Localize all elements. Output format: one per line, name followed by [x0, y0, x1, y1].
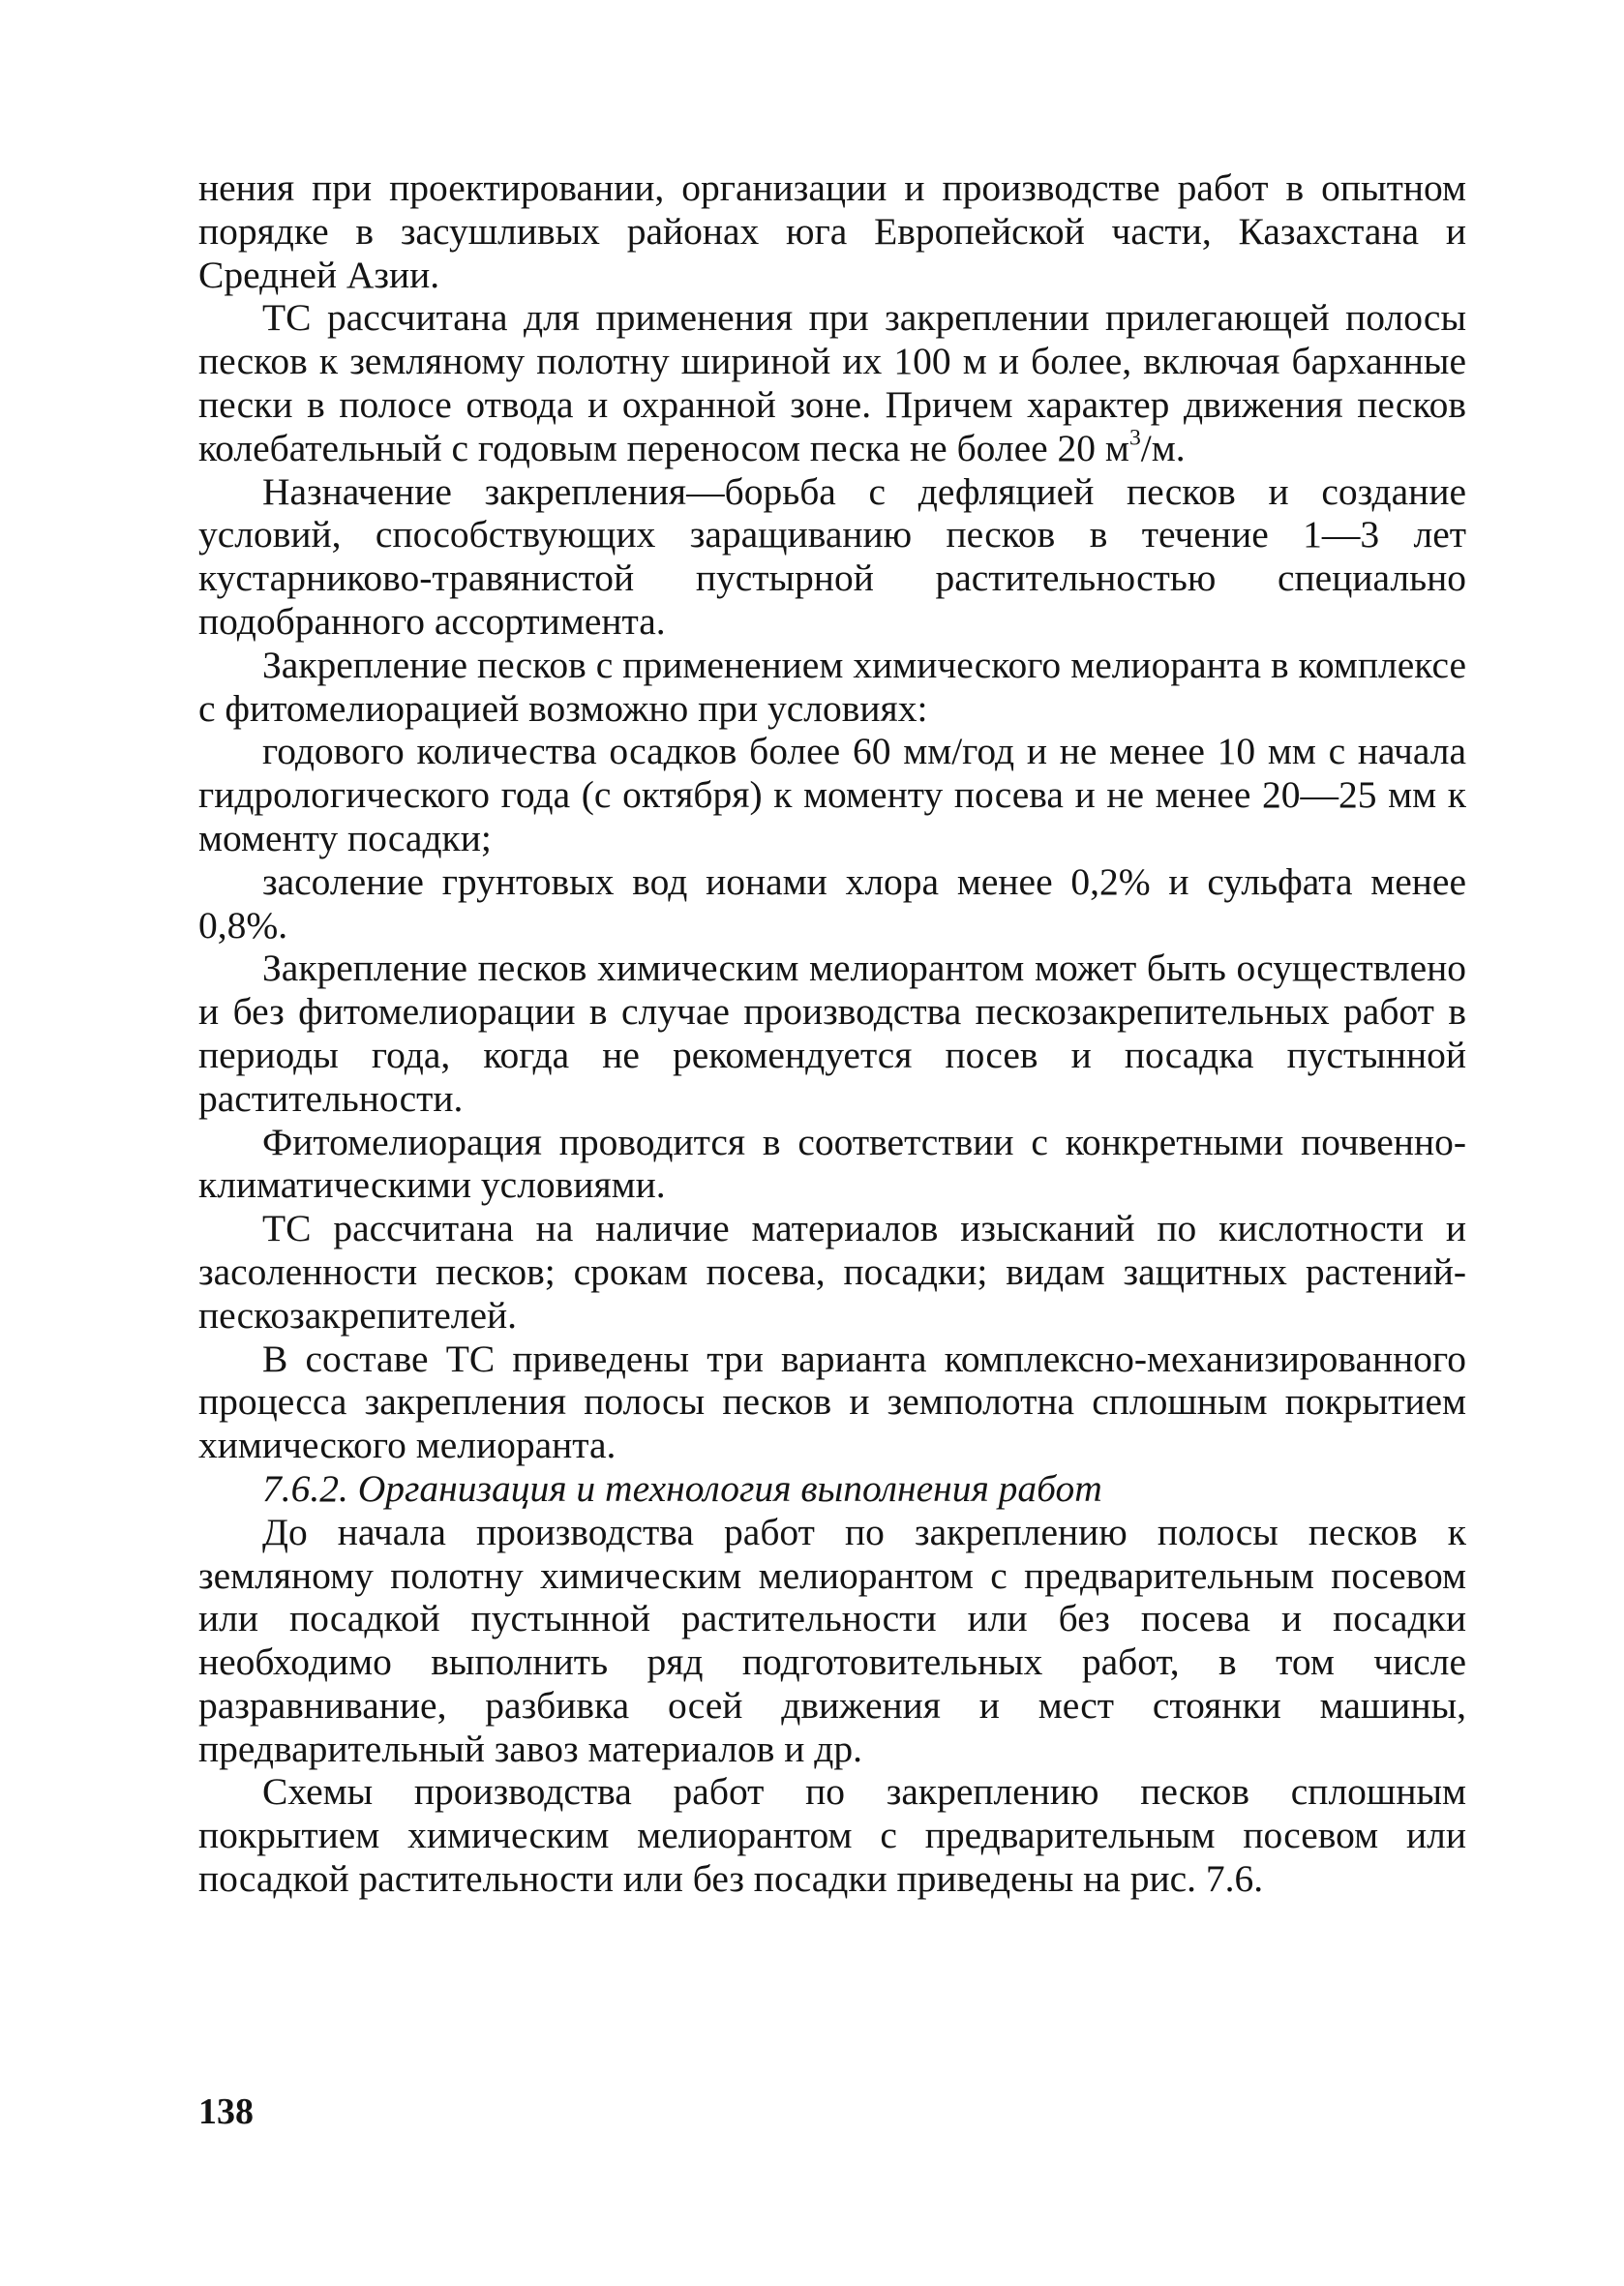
paragraph-phytomelioration: Фитомелиорация проводится в соответствии с конкретными почвенно-климатическими условиями.	[198, 1120, 1466, 1207]
paragraph-purpose: Назначение закрепления—борьба с дефляцией песков и создание условий, способствующих заращиванию песков в течение 1—3 лет кустарниково-травянистой пустырной растительностью специально подобранного ассортимента.	[198, 469, 1466, 643]
paragraph-schemes: Схемы производства работ по закреплению песков сплошным покрытием химическим мелиорантом с предварительным посевом или посадкой растительности или без посадки приведены на рис. 7.6.	[198, 1770, 1466, 1901]
paragraph-conditions-intro: Закрепление песков с применением химического мелиоранта в комплексе с фитомелиорацией возможно при условиях:	[198, 643, 1466, 730]
condition-salinity: засоление грунтовых вод ионами хлора менее 0,2% и сульфата менее 0,8%.	[198, 859, 1466, 947]
paragraph-without-phytomelioration: Закрепление песков химическим мелиорантом может быть осуществлено и без фитомелиорации в случае производства пескозакрепительных работ в периоды года, когда не рекомендуется посев и посадка пустынной растительности.	[198, 947, 1466, 1120]
superscript-cube: 3	[1128, 425, 1141, 451]
paragraph-survey-materials: ТС рассчитана на наличие материалов изысканий по кислотности и засоленности песков; срокам посева, посадки; видам защитных растений-пескозакрепителей.	[198, 1207, 1466, 1337]
paragraph-scope-text: ТС рассчитана для применения при закреплении прилегающей полосы песков к земляному полотну шириной их 100 м и более, включая барханные пески в полосе отвода и охранной зоне. Причем характер движения песков колебательный с годовым переносом песка не более 20 м	[198, 296, 1466, 469]
paragraph-scope-unit: /м.	[1140, 426, 1186, 469]
condition-precipitation: годового количества осадков более 60 мм/год и не менее 10 мм с начала гидрологического года (с октября) к моменту посева и не менее 20—25 мм к моменту посадки;	[198, 730, 1466, 859]
paragraph-scope	[198, 296, 1466, 469]
paragraph-variants: В составе ТС приведены три варианта комплексно-механизированного процесса закрепления полосы песков и земполотна сплошным покрытием химического мелиоранта.	[198, 1337, 1466, 1467]
paragraph-continuation: нения при проектировании, организации и производстве работ в опытном порядке в засушливых районах юга Европейской части, Казахстана и Средней Азии.	[198, 166, 1466, 296]
paragraph-preparatory-works: До начала производства работ по закреплению полосы песков к земляному полотну химическим мелиорантом с предварительным посевом или посадкой пустынной растительности или без посева и посадки необходимо выполнить ряд подготовительных работ, в том числе разравнивание, разбивка осей движения и мест стоянки машины, предварительный завоз материалов и др.	[198, 1510, 1466, 1770]
page-number: 138	[198, 2091, 254, 2132]
section-heading: 7.6.2. Организация и технология выполнения работ	[262, 1466, 1102, 1510]
page-body	[198, 166, 1466, 1901]
